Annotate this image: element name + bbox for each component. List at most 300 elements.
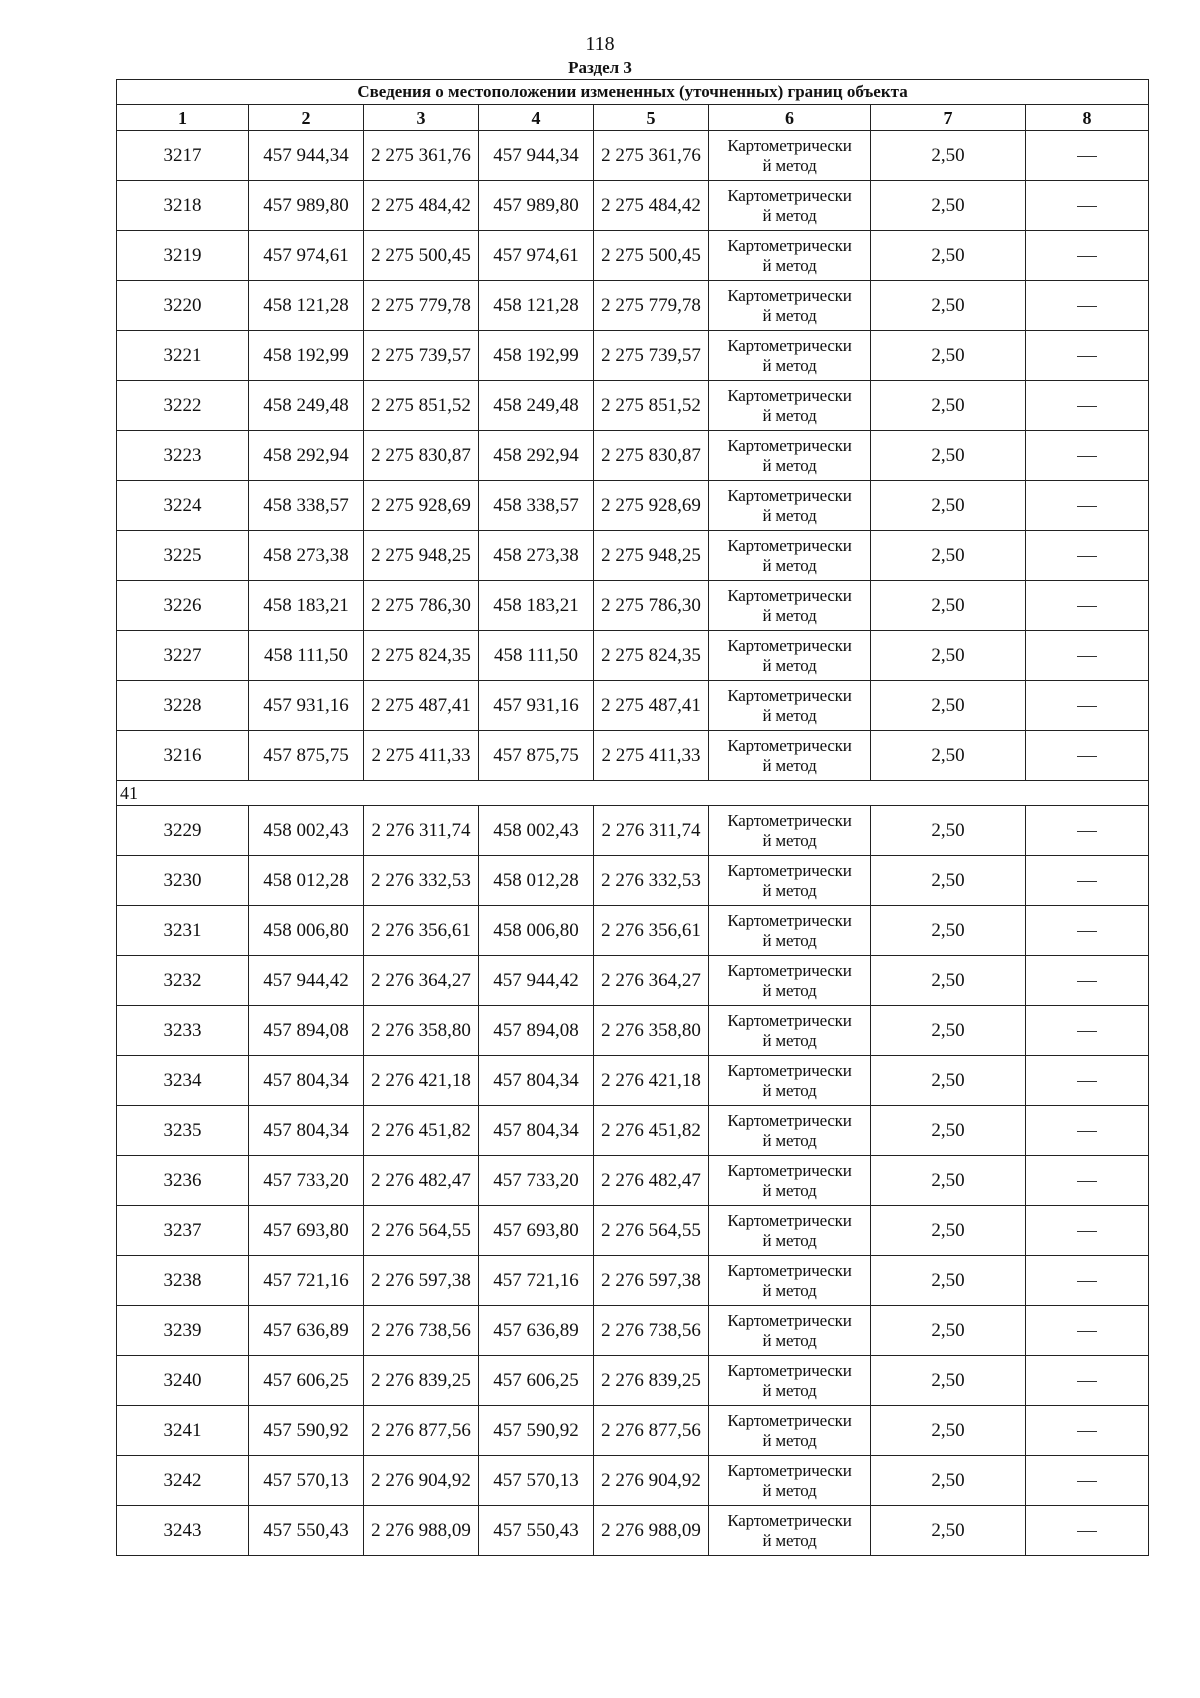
dash-mark	[1077, 1231, 1097, 1232]
y-new-cell: 2 275 830,87	[594, 431, 709, 481]
method-line-2: й метод	[762, 605, 817, 625]
point-number-cell: 3242	[117, 1456, 249, 1506]
method-line-2: й метод	[762, 755, 817, 775]
page-number: 118	[585, 33, 615, 55]
point-number-cell: 3231	[117, 906, 249, 956]
method-line-2: й метод	[762, 305, 817, 325]
table-row	[117, 281, 1149, 331]
table-row	[117, 806, 1149, 856]
y-existing-cell: 2 276 332,53	[364, 856, 479, 906]
y-new-cell: 2 276 421,18	[594, 1056, 709, 1106]
method-line-2: й метод	[762, 1380, 817, 1400]
table-caption: Сведения о местоположении измененных (уточненных) границ объекта	[117, 80, 1149, 105]
method-line-2: й метод	[762, 980, 817, 1000]
description-cell	[1026, 181, 1149, 231]
x-existing-cell: 458 273,38	[249, 531, 364, 581]
method-cell	[709, 1206, 871, 1256]
accuracy-cell: 2,50	[871, 531, 1026, 581]
accuracy-cell: 2,50	[871, 1156, 1026, 1206]
description-cell	[1026, 1256, 1149, 1306]
method-cell	[709, 181, 871, 231]
accuracy-cell: 2,50	[871, 1006, 1026, 1056]
accuracy-cell: 2,50	[871, 381, 1026, 431]
x-existing-cell: 457 721,16	[249, 1256, 364, 1306]
description-cell	[1026, 1506, 1149, 1556]
description-cell	[1026, 631, 1149, 681]
accuracy-cell: 2,50	[871, 1256, 1026, 1306]
y-new-cell: 2 276 332,53	[594, 856, 709, 906]
method-line-2: й метод	[762, 1180, 817, 1200]
dash-mark	[1077, 256, 1097, 257]
section-title: Раздел 3	[568, 58, 632, 77]
y-new-cell: 2 276 358,80	[594, 1006, 709, 1056]
method-line-1: Картометрически	[727, 1210, 852, 1230]
dash-mark	[1077, 981, 1097, 982]
dash-mark	[1077, 1281, 1097, 1282]
x-new-cell: 458 292,94	[479, 431, 594, 481]
point-number-cell: 3227	[117, 631, 249, 681]
dash-mark	[1077, 656, 1097, 657]
accuracy-cell: 2,50	[871, 1456, 1026, 1506]
method-line-1: Картометрически	[727, 1510, 852, 1530]
description-cell	[1026, 856, 1149, 906]
method-line-2: й метод	[762, 705, 817, 725]
x-new-cell: 457 974,61	[479, 231, 594, 281]
y-existing-cell: 2 275 851,52	[364, 381, 479, 431]
description-cell	[1026, 1406, 1149, 1456]
method-cell	[709, 1506, 871, 1556]
x-existing-cell: 457 636,89	[249, 1306, 364, 1356]
accuracy-cell: 2,50	[871, 1356, 1026, 1406]
y-existing-cell: 2 276 738,56	[364, 1306, 479, 1356]
point-number-cell: 3236	[117, 1156, 249, 1206]
column-number: 1	[117, 105, 249, 131]
method-cell	[709, 1156, 871, 1206]
description-cell	[1026, 131, 1149, 181]
x-new-cell: 457 804,34	[479, 1106, 594, 1156]
method-line-1: Картометрически	[727, 635, 852, 655]
y-existing-cell: 2 276 877,56	[364, 1406, 479, 1456]
x-new-cell: 457 944,34	[479, 131, 594, 181]
method-line-2: й метод	[762, 505, 817, 525]
dash-mark	[1077, 756, 1097, 757]
method-line-1: Картометрически	[727, 185, 852, 205]
x-existing-cell: 457 590,92	[249, 1406, 364, 1456]
method-line-1: Картометрически	[727, 235, 852, 255]
method-line-1: Картометрически	[727, 585, 852, 605]
coordinates-table	[116, 79, 1149, 1556]
method-line-2: й метод	[762, 455, 817, 475]
y-existing-cell: 2 275 484,42	[364, 181, 479, 231]
x-existing-cell: 457 570,13	[249, 1456, 364, 1506]
y-existing-cell: 2 275 500,45	[364, 231, 479, 281]
y-new-cell: 2 276 451,82	[594, 1106, 709, 1156]
accuracy-cell: 2,50	[871, 281, 1026, 331]
method-cell	[709, 281, 871, 331]
method-line-1: Картометрически	[727, 1360, 852, 1380]
method-line-1: Картометрически	[727, 1110, 852, 1130]
y-existing-cell: 2 276 364,27	[364, 956, 479, 1006]
point-number-cell: 3229	[117, 806, 249, 856]
x-new-cell: 457 636,89	[479, 1306, 594, 1356]
y-new-cell: 2 275 824,35	[594, 631, 709, 681]
table-row	[117, 1306, 1149, 1356]
dash-mark	[1077, 606, 1097, 607]
y-existing-cell: 2 276 564,55	[364, 1206, 479, 1256]
method-cell	[709, 1406, 871, 1456]
y-new-cell: 2 275 500,45	[594, 231, 709, 281]
method-cell	[709, 231, 871, 281]
x-existing-cell: 457 974,61	[249, 231, 364, 281]
table-row	[117, 956, 1149, 1006]
x-new-cell: 457 804,34	[479, 1056, 594, 1106]
method-line-1: Картометрически	[727, 535, 852, 555]
method-line-1: Картометрически	[727, 1010, 852, 1030]
method-cell	[709, 631, 871, 681]
method-cell	[709, 1456, 871, 1506]
y-new-cell: 2 275 851,52	[594, 381, 709, 431]
accuracy-cell: 2,50	[871, 1406, 1026, 1456]
accuracy-cell: 2,50	[871, 806, 1026, 856]
method-cell	[709, 431, 871, 481]
method-line-2: й метод	[762, 1530, 817, 1550]
description-cell	[1026, 731, 1149, 781]
accuracy-cell: 2,50	[871, 906, 1026, 956]
y-new-cell: 2 276 356,61	[594, 906, 709, 956]
point-number-cell: 3232	[117, 956, 249, 1006]
method-cell	[709, 131, 871, 181]
table-row	[117, 856, 1149, 906]
dash-mark	[1077, 1131, 1097, 1132]
y-new-cell: 2 276 988,09	[594, 1506, 709, 1556]
y-new-cell: 2 275 948,25	[594, 531, 709, 581]
table-row	[117, 331, 1149, 381]
method-line-1: Картометрически	[727, 335, 852, 355]
description-cell	[1026, 381, 1149, 431]
dash-mark	[1077, 406, 1097, 407]
description-cell	[1026, 806, 1149, 856]
method-line-2: й метод	[762, 1080, 817, 1100]
accuracy-cell: 2,50	[871, 1206, 1026, 1256]
method-line-1: Картометрически	[727, 135, 852, 155]
x-existing-cell: 458 002,43	[249, 806, 364, 856]
y-new-cell: 2 276 738,56	[594, 1306, 709, 1356]
table-row	[117, 1006, 1149, 1056]
description-cell	[1026, 1106, 1149, 1156]
method-line-2: й метод	[762, 1430, 817, 1450]
x-new-cell: 458 121,28	[479, 281, 594, 331]
x-new-cell: 458 338,57	[479, 481, 594, 531]
method-cell	[709, 806, 871, 856]
point-number-cell: 3224	[117, 481, 249, 531]
method-cell	[709, 531, 871, 581]
y-existing-cell: 2 276 597,38	[364, 1256, 479, 1306]
y-existing-cell: 2 276 482,47	[364, 1156, 479, 1206]
dash-mark	[1077, 881, 1097, 882]
accuracy-cell: 2,50	[871, 331, 1026, 381]
x-existing-cell: 458 338,57	[249, 481, 364, 531]
y-existing-cell: 2 276 421,18	[364, 1056, 479, 1106]
table-caption-row	[117, 80, 1149, 105]
method-line-1: Картометрически	[727, 385, 852, 405]
dash-mark	[1077, 1331, 1097, 1332]
method-line-1: Картометрически	[727, 910, 852, 930]
x-new-cell: 457 550,43	[479, 1506, 594, 1556]
x-existing-cell: 457 804,34	[249, 1106, 364, 1156]
method-line-2: й метод	[762, 155, 817, 175]
y-new-cell: 2 275 484,42	[594, 181, 709, 231]
method-line-1: Картометрически	[727, 285, 852, 305]
y-existing-cell: 2 275 411,33	[364, 731, 479, 781]
y-new-cell: 2 276 839,25	[594, 1356, 709, 1406]
dash-mark	[1077, 156, 1097, 157]
point-number-cell: 3237	[117, 1206, 249, 1256]
table-row	[117, 531, 1149, 581]
method-cell	[709, 1256, 871, 1306]
table-row	[117, 131, 1149, 181]
y-new-cell: 2 275 487,41	[594, 681, 709, 731]
column-number: 6	[709, 105, 871, 131]
dash-mark	[1077, 356, 1097, 357]
description-cell	[1026, 1156, 1149, 1206]
dash-mark	[1077, 1531, 1097, 1532]
method-line-2: й метод	[762, 1030, 817, 1050]
method-cell	[709, 481, 871, 531]
method-line-1: Картометрически	[727, 735, 852, 755]
accuracy-cell: 2,50	[871, 631, 1026, 681]
description-cell	[1026, 1356, 1149, 1406]
description-cell	[1026, 1056, 1149, 1106]
table-row	[117, 1256, 1149, 1306]
table-row	[117, 631, 1149, 681]
x-existing-cell: 458 121,28	[249, 281, 364, 331]
x-new-cell: 458 183,21	[479, 581, 594, 631]
x-new-cell: 458 006,80	[479, 906, 594, 956]
x-existing-cell: 458 249,48	[249, 381, 364, 431]
method-line-1: Картометрически	[727, 860, 852, 880]
y-existing-cell: 2 276 988,09	[364, 1506, 479, 1556]
x-existing-cell: 457 894,08	[249, 1006, 364, 1056]
accuracy-cell: 2,50	[871, 581, 1026, 631]
table-row	[117, 181, 1149, 231]
method-cell	[709, 856, 871, 906]
group-label-row	[117, 781, 1149, 806]
table-row	[117, 906, 1149, 956]
table-row	[117, 1506, 1149, 1556]
dash-mark	[1077, 1481, 1097, 1482]
x-new-cell: 457 733,20	[479, 1156, 594, 1206]
method-line-2: й метод	[762, 830, 817, 850]
x-new-cell: 457 570,13	[479, 1456, 594, 1506]
dash-mark	[1077, 306, 1097, 307]
y-new-cell: 2 275 739,57	[594, 331, 709, 381]
column-number: 5	[594, 105, 709, 131]
method-line-1: Картометрически	[727, 435, 852, 455]
point-number-cell: 3230	[117, 856, 249, 906]
y-existing-cell: 2 275 830,87	[364, 431, 479, 481]
point-number-cell: 3226	[117, 581, 249, 631]
column-number: 4	[479, 105, 594, 131]
dash-mark	[1077, 1381, 1097, 1382]
x-existing-cell: 457 944,42	[249, 956, 364, 1006]
description-cell	[1026, 481, 1149, 531]
point-number-cell: 3233	[117, 1006, 249, 1056]
description-cell	[1026, 431, 1149, 481]
description-cell	[1026, 331, 1149, 381]
point-number-cell: 3239	[117, 1306, 249, 1356]
accuracy-cell: 2,50	[871, 1056, 1026, 1106]
point-number-cell: 3221	[117, 331, 249, 381]
method-line-1: Картометрически	[727, 960, 852, 980]
y-existing-cell: 2 276 311,74	[364, 806, 479, 856]
point-number-cell: 3222	[117, 381, 249, 431]
y-existing-cell: 2 276 356,61	[364, 906, 479, 956]
column-number: 7	[871, 105, 1026, 131]
table-row	[117, 1206, 1149, 1256]
method-line-1: Картометрически	[727, 685, 852, 705]
y-existing-cell: 2 276 358,80	[364, 1006, 479, 1056]
table-row	[117, 381, 1149, 431]
x-new-cell: 457 944,42	[479, 956, 594, 1006]
group-label: 41	[117, 781, 1149, 806]
accuracy-cell: 2,50	[871, 231, 1026, 281]
method-cell	[709, 1306, 871, 1356]
method-line-2: й метод	[762, 555, 817, 575]
point-number-cell: 3218	[117, 181, 249, 231]
x-existing-cell: 457 733,20	[249, 1156, 364, 1206]
y-new-cell: 2 276 364,27	[594, 956, 709, 1006]
accuracy-cell: 2,50	[871, 731, 1026, 781]
method-line-2: й метод	[762, 1480, 817, 1500]
method-line-1: Картометрически	[727, 1310, 852, 1330]
point-number-cell: 3217	[117, 131, 249, 181]
table-row	[117, 481, 1149, 531]
table-row	[117, 431, 1149, 481]
point-number-cell: 3238	[117, 1256, 249, 1306]
point-number-cell: 3241	[117, 1406, 249, 1456]
x-new-cell: 458 192,99	[479, 331, 594, 381]
dash-mark	[1077, 831, 1097, 832]
y-new-cell: 2 276 482,47	[594, 1156, 709, 1206]
table-row	[117, 581, 1149, 631]
table-row	[117, 1106, 1149, 1156]
dash-mark	[1077, 456, 1097, 457]
accuracy-cell: 2,50	[871, 131, 1026, 181]
accuracy-cell: 2,50	[871, 856, 1026, 906]
method-line-2: й метод	[762, 1330, 817, 1350]
description-cell	[1026, 956, 1149, 1006]
x-new-cell: 458 249,48	[479, 381, 594, 431]
point-number-cell: 3216	[117, 731, 249, 781]
y-new-cell: 2 276 877,56	[594, 1406, 709, 1456]
method-line-1: Картометрически	[727, 1410, 852, 1430]
y-new-cell: 2 275 411,33	[594, 731, 709, 781]
point-number-cell: 3228	[117, 681, 249, 731]
y-new-cell: 2 276 564,55	[594, 1206, 709, 1256]
x-existing-cell: 457 606,25	[249, 1356, 364, 1406]
y-existing-cell: 2 275 824,35	[364, 631, 479, 681]
x-existing-cell: 458 012,28	[249, 856, 364, 906]
description-cell	[1026, 531, 1149, 581]
description-cell	[1026, 1306, 1149, 1356]
method-line-2: й метод	[762, 1130, 817, 1150]
column-number-row	[117, 105, 1149, 131]
dash-mark	[1077, 1081, 1097, 1082]
description-cell	[1026, 681, 1149, 731]
y-existing-cell: 2 275 739,57	[364, 331, 479, 381]
table-body	[117, 131, 1149, 1556]
table-row	[117, 1456, 1149, 1506]
method-line-2: й метод	[762, 205, 817, 225]
method-line-2: й метод	[762, 655, 817, 675]
point-number-cell: 3219	[117, 231, 249, 281]
x-new-cell: 457 894,08	[479, 1006, 594, 1056]
dash-mark	[1077, 556, 1097, 557]
description-cell	[1026, 231, 1149, 281]
method-line-2: й метод	[762, 880, 817, 900]
y-existing-cell: 2 276 451,82	[364, 1106, 479, 1156]
method-cell	[709, 1106, 871, 1156]
method-line-2: й метод	[762, 255, 817, 275]
point-number-cell: 3225	[117, 531, 249, 581]
y-new-cell: 2 275 928,69	[594, 481, 709, 531]
method-line-1: Картометрически	[727, 1060, 852, 1080]
y-existing-cell: 2 275 786,30	[364, 581, 479, 631]
method-cell	[709, 331, 871, 381]
method-cell	[709, 581, 871, 631]
y-existing-cell: 2 275 948,25	[364, 531, 479, 581]
table-row	[117, 1056, 1149, 1106]
y-new-cell: 2 275 779,78	[594, 281, 709, 331]
method-cell	[709, 956, 871, 1006]
table-row	[117, 1156, 1149, 1206]
method-cell	[709, 1356, 871, 1406]
table-row	[117, 1406, 1149, 1456]
dash-mark	[1077, 506, 1097, 507]
x-new-cell: 458 012,28	[479, 856, 594, 906]
y-existing-cell: 2 275 361,76	[364, 131, 479, 181]
x-new-cell: 457 590,92	[479, 1406, 594, 1456]
dash-mark	[1077, 1031, 1097, 1032]
x-new-cell: 457 875,75	[479, 731, 594, 781]
x-new-cell: 457 693,80	[479, 1206, 594, 1256]
accuracy-cell: 2,50	[871, 481, 1026, 531]
description-cell	[1026, 1006, 1149, 1056]
point-number-cell: 3240	[117, 1356, 249, 1406]
x-new-cell: 457 606,25	[479, 1356, 594, 1406]
dash-mark	[1077, 206, 1097, 207]
method-cell	[709, 681, 871, 731]
column-number: 2	[249, 105, 364, 131]
point-number-cell: 3223	[117, 431, 249, 481]
x-existing-cell: 457 693,80	[249, 1206, 364, 1256]
dash-mark	[1077, 1181, 1097, 1182]
x-new-cell: 458 273,38	[479, 531, 594, 581]
method-line-1: Картометрически	[727, 1160, 852, 1180]
method-line-1: Картометрически	[727, 810, 852, 830]
x-new-cell: 457 989,80	[479, 181, 594, 231]
x-existing-cell: 457 550,43	[249, 1506, 364, 1556]
method-cell	[709, 906, 871, 956]
x-new-cell: 457 721,16	[479, 1256, 594, 1306]
method-line-1: Картометрически	[727, 1260, 852, 1280]
description-cell	[1026, 281, 1149, 331]
y-new-cell: 2 276 311,74	[594, 806, 709, 856]
method-cell	[709, 381, 871, 431]
y-new-cell: 2 276 904,92	[594, 1456, 709, 1506]
table-row	[117, 681, 1149, 731]
accuracy-cell: 2,50	[871, 1106, 1026, 1156]
